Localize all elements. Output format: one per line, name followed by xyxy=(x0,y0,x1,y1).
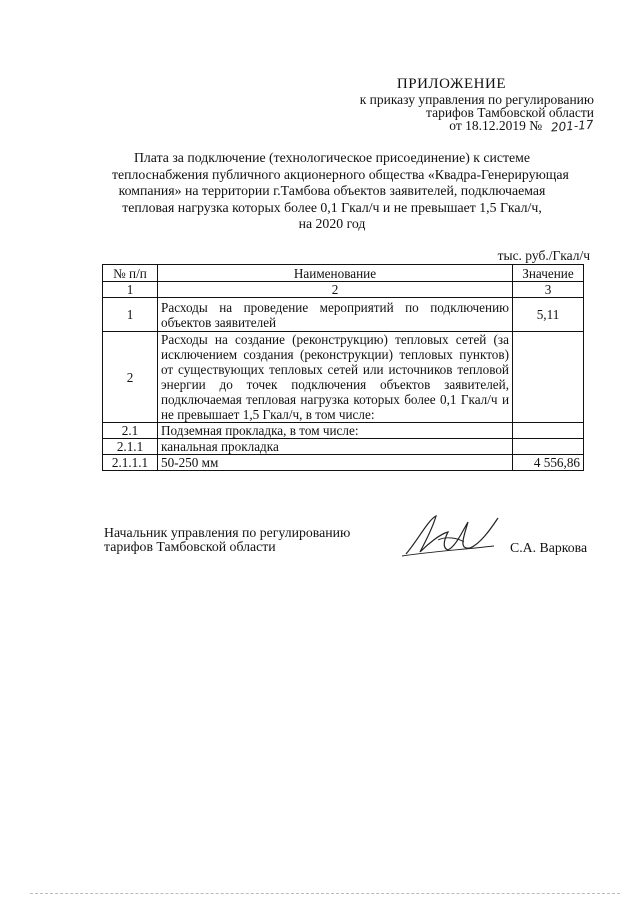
signer-position xyxy=(104,526,350,554)
annex-line-3 xyxy=(294,119,594,133)
table-row xyxy=(103,332,584,423)
signer-line-2: тарифов Тамбовской области xyxy=(104,539,276,554)
heading-line-3: компания» на территории г.Тамбова объектов заявителей, подключаемая xyxy=(118,183,546,198)
table-numbering-row xyxy=(103,282,584,298)
numbering-col-1: 1 xyxy=(103,282,158,298)
row-name: 50-250 мм xyxy=(158,455,513,471)
row-num: 2.1.1 xyxy=(103,439,158,455)
row-name: Подземная прокладка, в том числе: xyxy=(158,423,513,439)
annex-block xyxy=(294,78,594,133)
heading-line-4: тепловая нагрузка которых более 0,1 Гкал/ч и не превышает 1,5 Гкал/ч, xyxy=(122,199,542,215)
document-heading xyxy=(112,150,569,233)
row-num: 1 xyxy=(103,298,158,332)
annex-line-1: к приказу управления по регулированию xyxy=(359,92,594,107)
heading-line-2: теплоснабжения публичного акционерного общества «Квадра-Генерирующая xyxy=(112,166,569,182)
row-value xyxy=(513,332,584,423)
tariff-table xyxy=(102,264,584,471)
table-header-row xyxy=(103,265,584,282)
scan-edge-line xyxy=(30,893,620,895)
row-value xyxy=(513,439,584,455)
header-value: Значение xyxy=(513,265,584,282)
annex-date: от 18.12.2019 № xyxy=(449,118,543,133)
row-name: Расходы на проведение мероприятий по подключению объектов заявителей xyxy=(158,298,513,332)
table-row xyxy=(103,298,584,332)
header-name: Наименование xyxy=(158,265,513,282)
row-name: канальная прокладка xyxy=(158,439,513,455)
row-value: 4 556,86 xyxy=(513,455,584,471)
order-number-handwritten: 201-17 xyxy=(551,117,595,135)
row-num: 2.1 xyxy=(103,423,158,439)
row-num: 2 xyxy=(103,332,158,423)
numbering-col-2: 2 xyxy=(158,282,513,298)
table-row xyxy=(103,439,584,455)
row-name: Расходы на создание (реконструкцию) тепловых сетей (за исключением создания (реконструкции) тепловых пунктов) от существующих тепловых сетей или источников тепловой энергии до точек подключения объектов заявителей, подключаемая тепловая нагрузка которых более 0,1 Гкал/ч и не превышает 1,5 Гкал/ч, в том числе: xyxy=(158,332,513,423)
table-row xyxy=(103,455,584,471)
row-value: 5,11 xyxy=(513,298,584,332)
heading-line-5: на 2020 год xyxy=(298,216,366,231)
heading-line-1: Плата за подключение (технологическое присоединение) к системе xyxy=(133,150,531,165)
signer-line-1: Начальник управления по регулированию xyxy=(104,525,351,540)
row-value xyxy=(513,423,584,439)
numbering-col-3: 3 xyxy=(513,282,584,298)
annex-line-2: тарифов Тамбовской области xyxy=(426,105,594,120)
header-num: № п/п xyxy=(103,265,158,282)
signer-name: С.А. Варкова xyxy=(510,540,588,555)
annex-title: ПРИЛОЖЕНИЕ xyxy=(396,76,506,92)
units-label: тыс. руб./Гкал/ч xyxy=(497,248,590,263)
table-row xyxy=(103,423,584,439)
handwritten-signature xyxy=(398,510,508,560)
row-num: 2.1.1.1 xyxy=(103,455,158,471)
